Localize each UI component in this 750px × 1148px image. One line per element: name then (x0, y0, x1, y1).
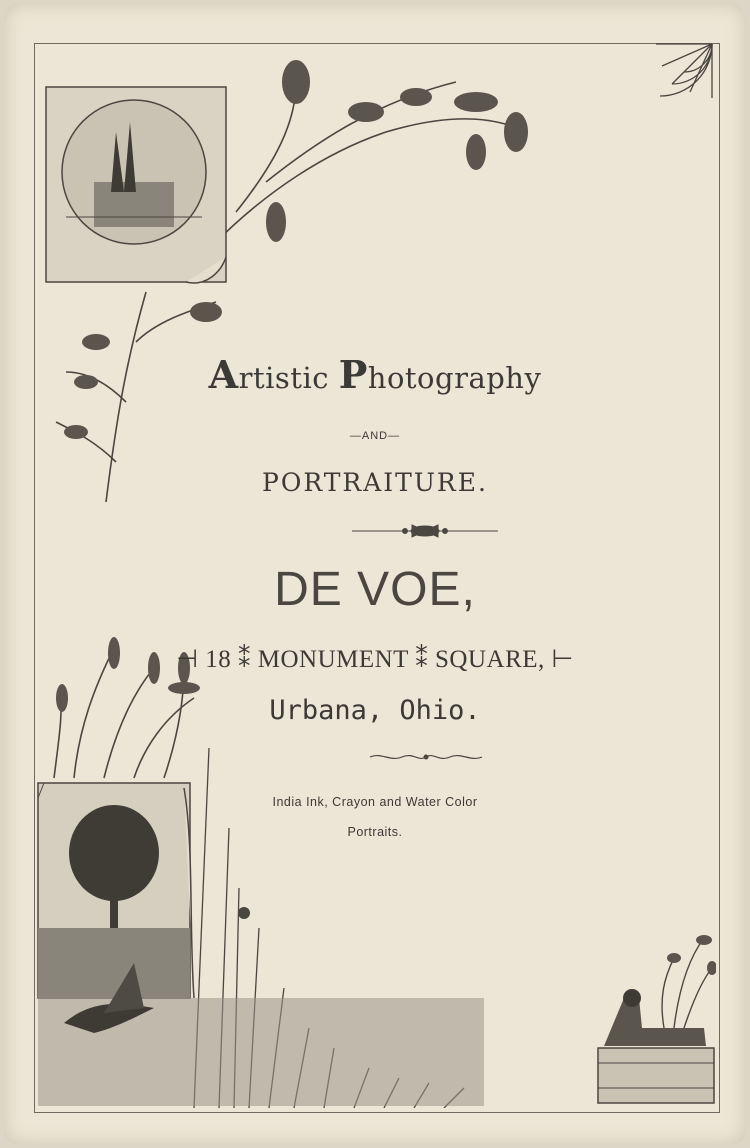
studio-name: DE VOE, (274, 563, 476, 616)
title-initial-a: A (208, 352, 239, 397)
address-square: SQUARE, (435, 646, 545, 673)
services-note (0, 787, 750, 847)
title-word-photography: hotography (367, 361, 542, 395)
address-separator: ⁑ (415, 646, 429, 673)
and-separator-text: —AND— (349, 430, 401, 442)
card-title (0, 352, 750, 397)
portraiture-heading: PORTRAITURE. (262, 468, 488, 497)
address-ornament-right: ⊢ (551, 646, 574, 673)
title-word-artistic: rtistic (238, 361, 339, 395)
bottom-right-sphinx-ornament (594, 928, 716, 1108)
services-note-line-1: India Ink, Crayon and Water Color (272, 795, 478, 809)
flourish-divider-top (350, 522, 500, 540)
address-ornament-left: ⊣ (176, 646, 199, 673)
address-number: 18 (205, 646, 232, 673)
studio-address (0, 644, 750, 674)
title-initial-p: P (338, 352, 368, 397)
address-separator: ⁑ (237, 646, 251, 673)
top-right-fan-ornament (654, 42, 714, 100)
flourish-divider-bottom (366, 750, 486, 764)
city-line: Urbana, Ohio. (269, 695, 481, 726)
services-note-line-2: Portraits. (347, 825, 403, 839)
address-street: MONUMENT (257, 646, 409, 673)
